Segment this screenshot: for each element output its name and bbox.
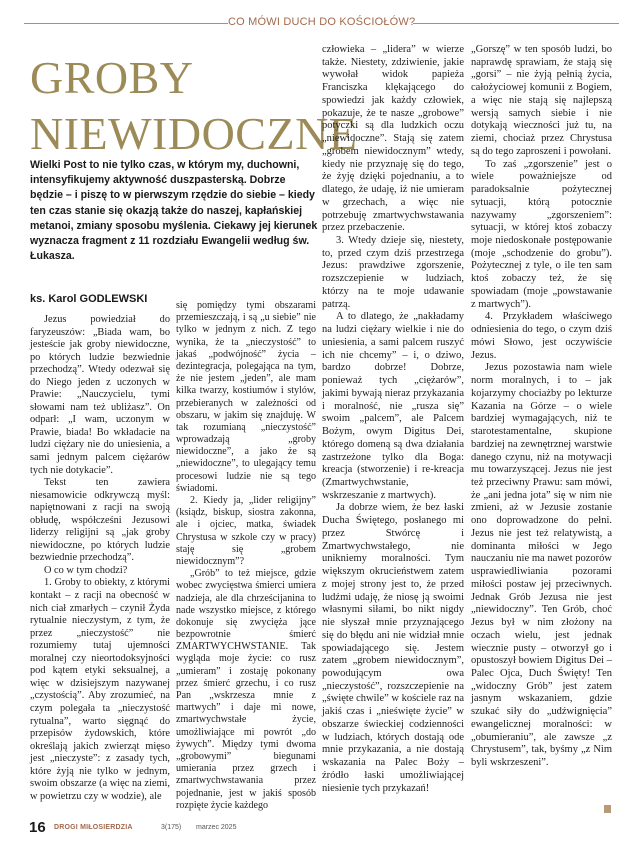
title-line-2: NIEWIDOCZNE — [30, 108, 358, 159]
paragraph: Ja dobrze wiem, że bez łaski Ducha Świętego, posłanego mi przez Stwórcę i Zmartwychwstałego, nie unikniemy moralności. Tym większym okrucieństwem zatem z mojej strony jest to, że przed ludźmi udaję, że niosę ją swoimi własnymi siłami, bo nikt nigdy nie słyszał mnie przyznającego się do błędu ani nie widział mnie spowiadającego się. Jestem zatem „grobem niewidocznym”, powodującym owa „nieczystość”, rozszczepienie na „święte chwile” w kościele raz na jakiś czas i „nieświęte życie” w obszarze świeckiej codzienności w ludziach, których dostają ode mnie przykazania, a nie dostają wskazania na Palec Boży – źródło łaski umożliwiającej niesienie tych przykazań! — [322, 502, 464, 794]
paragraph: A to dlatego, że „nakładamy na ludzi ciężary wielkie i nie do uniesienia, a sami palcem ruszyć ich nie chcemy” – i, o dziwo, bardzo dobrze! Dobrze, ponieważ tych „ciężarów”, jakimi bywają nieraz przykazania i moralność, nie „rusza się” swoim „palcem”, ale Palcem Bożym, owym Digitus Dei, którego domeną są dwa działania zastrzeżone tylko dla Boga: kreacja (stworzenie) i re-kreacja (Zmartwychwstanie, wskrzeszanie z martwych). — [322, 311, 464, 501]
text-column-2 — [176, 300, 316, 812]
paragraph: „Grób” to też miejsce, gdzie wobec zwycięstwa śmierci umiera nadzieja, ale dla chrześcijanina to nade wszystko miejsce, z którego dokonuje się zwycięża jące bezpowrotnie śmierć ZMARTWYCHWSTANIE. Tak wygląda moje życie: co rusz „umieram” i zostaję pokonany przez śmierć grzechu, i co rusz Pan „wskrzesza mnie z martwych” i daje mi nowe, zmartwychwstałe życie, umożliwiające mi powrót „do żywych”. Między tymi dwoma „grobowymi” biegunami umierania przez grzech i zmartwychwstawania przez pojednanie, jest w jakiś sposób rozpięte życie każdego — [176, 568, 316, 811]
header-rule-right — [413, 23, 619, 24]
paragraph: 4. Przykładem właściwego odniesienia do tego, o czym dziś mówi Słowo, jest oczywiście Jezus. — [471, 311, 612, 361]
magazine-name: DROGI MIŁOSIERDZIA — [54, 824, 133, 831]
text-column-3 — [322, 44, 464, 795]
paragraph: się pomiędzy tymi obszarami przemieszczają, i są „u siebie” nie tylko w jednym z nich. Z tego wynika, że ta „nieczystość” to jakaś „podwójność” życia – dezintegracja, polegająca na tym, że nie jestem „jeden”, ale mam kilka twarzy, kostiumów i stylów, przebieranych w zależności od obszaru, w jakim się znajduję. W tak rozumianą „nieczystość” wprowadzają „groby niewidoczne”, a jako że są „niewidoczne”, to ulegający temu procesowi ludzie nie są tego świadomi. — [176, 300, 316, 494]
paragraph: O co w tym chodzi? — [44, 564, 128, 576]
paragraph: „Gorszę” w ten sposób ludzi, bo naprawdę sprawiam, że stają się „gorsi” – nie żyją pełnią życia, całożyciowej komunii z Bogiem, a więc nie stają się najlepszą wersją samych siebie i nie dotykają wieczności już tu, na ziemi, chociaż przez Chrystusa są do tego zaproszeni i powołani. — [471, 44, 612, 157]
title-line-1: GROBY — [30, 52, 194, 103]
lead-paragraph: Wielki Post to nie tylko czas, w którym my, duchowni, intensyfikujemy aktywność duszpasterską. Dobrze będzie – i piszę to w pierwszym rzędzie do siebie – kiedy ten czas stanie się okazją także do naszej, kapłańskiej metanoi, zmiany sposobu myślenia. Ciekawy jej kierunek wyznacza fragment z 11 rozdziału Ewangelii według św. Łukasza. — [30, 159, 318, 263]
paragraph: Jezus pozostawia nam wiele norm moralnych, i to – jak kojarzymy chociażby po lekturze Kazania na Górze – o wiele bardziej wymagających, niż te starotestamentalne, skupione bardziej na zewnętrznej warstwie danego czynu, niż na motywacji mu towarzyszącej. Jezus nie jest też przeciwny Prawu: sam mówi, że „ani jedna jota” się w nim nie zmieni, aż w Jezusie zostanie ono doprowadzone do pełni. Jezus nie jest też relatywistą, a dominanta miłości w Jego nauczaniu nie ma nawet pozorów usprawiedliwiania pozorami miłości postaw jej przeciwnych. Jednak Grób Jezusa nie jest „niewidoczny”. Ten Grób, choć Jezus był w nim złożony na oczach wielu, jest jednak wiecznie pusty – otworzył go i opustoszył bowiem Digitus Dei – Palec Ojca, Duch Święty! Ten „widoczny Grób” jest zatem jasnym wskazaniem, gdzie szukać siły do „udźwignięcia” ewangelicznej moralności: w „obumieraniu”, ale zawsze „z Chrystusem”, tak, byśmy „z Nim byli wskrzeszeni”. — [471, 362, 612, 769]
issue-number: 3(175) — [161, 824, 182, 831]
text-column-4 — [471, 44, 612, 770]
paragraph: 3. Wtedy dzieje się, niestety, to, przed czym dziś przestrzega Jezus: prawdziwe zgorszenie, rozszczepienie w ludziach, którzy na te moje udawanie patrzą. — [322, 235, 464, 310]
paragraph: 2. Kiedy ja, „lider religijny” (ksiądz, biskup, siostra zakonna, ale i ojciec, matka, świadek Chrystusa w szkole czy w pracy) staję się „grobem niewidocznym”? — [176, 495, 316, 567]
issue-date: marzec 2025 — [196, 824, 237, 831]
section-header: CO MÓWI DUCH DO KOŚCIOŁÓW? — [228, 16, 416, 28]
paragraph: człowieka – „lidera” w wierze także. Niestety, zdziwienie, jakie wywołał widok papieża Franciszka klękającego do spowiedzi jak każdy człowiek, pokazuje, że te nasze „grobowe” potyczki są dla ludzkich oczu „niewidoczne”. Stają się zatem „grobem niewidocznym” wtedy, kiedy nie przyznaję się do tego, że żyję dzięki pojednaniu, a to dlatego, że udaję, iż nie umieram w grzechach, a więc nie potrzebuję zmartwychwstawania przez przebaczenie. — [322, 44, 464, 234]
paragraph: Tekst ten zawiera niesamowicie odkrywczą myśl: napiętnowani z racji na swoją obłudę, współcześni Jezusowi liderzy religijni są „jak groby niewidoczne, po których ludzie bezwiednie przechodzą”. — [30, 477, 170, 564]
paragraph: Jezus powiedział do faryzeuszów: „Biada wam, bo jesteście jak groby niewidoczne, po których ludzie bezwiednie przechodzą”. Wtedy odezwał się do Niego jeden z uczonych w Prawie: „Nauczycielu, tymi słowami nam też ubliżasz”. On odparł: „I wam, uczonym w Prawie, biada! Bo wkładacie na ludzi ciężary nie do uniesienia, a sami jednym palcem ciężarów tych nie dotykacie”. — [30, 314, 170, 476]
author-byline: ks. Karol GODLEWSKI — [30, 293, 148, 305]
article-title — [30, 50, 358, 162]
paragraph: To zaś „zgorszenie” jest o wiele poważniejsze od paradoksalnie pożytecznej sytuacji, którą potocznie nazywamy „zgorszeniem”: sytuacji, w której ktoś zobaczy moje niedoskonałe postępowanie (moje „schodzenie do grobu”). Pożytecznej z tyle, o ile ten sam ktoś zobaczy też, że się spowiadam (moje „powstawanie z martwych”). — [471, 158, 612, 310]
text-column-1 — [30, 314, 170, 803]
header-rule-left — [24, 23, 228, 24]
end-of-article-mark — [604, 805, 611, 813]
page-number: 16 — [29, 819, 46, 836]
paragraph: 1. Groby to obiekty, z którymi kontakt – z racji na obecność w nich ciał zmarłych – czynił Żyda rytualnie nieczystym, z tym, że przez „nieczystość” nie rozumiemy tutaj ujemności moralnej czy nieortodoksyjności pod kątem etyki seksualnej, a więc w dzisiejszym nazywanej „czystością”. Aby zrozumieć, na czym polegała ta „nieczystość rytualna”, warto sięgnąć do przepisów żydowskich, które określają jakich zwierząt mięso jest „nieczyste”: z zasady tych, które żyją nie tylko w jednym, swoim obszarze (a więc na ziemi, w powietrzu czy w wodzie), ale — [30, 577, 170, 802]
